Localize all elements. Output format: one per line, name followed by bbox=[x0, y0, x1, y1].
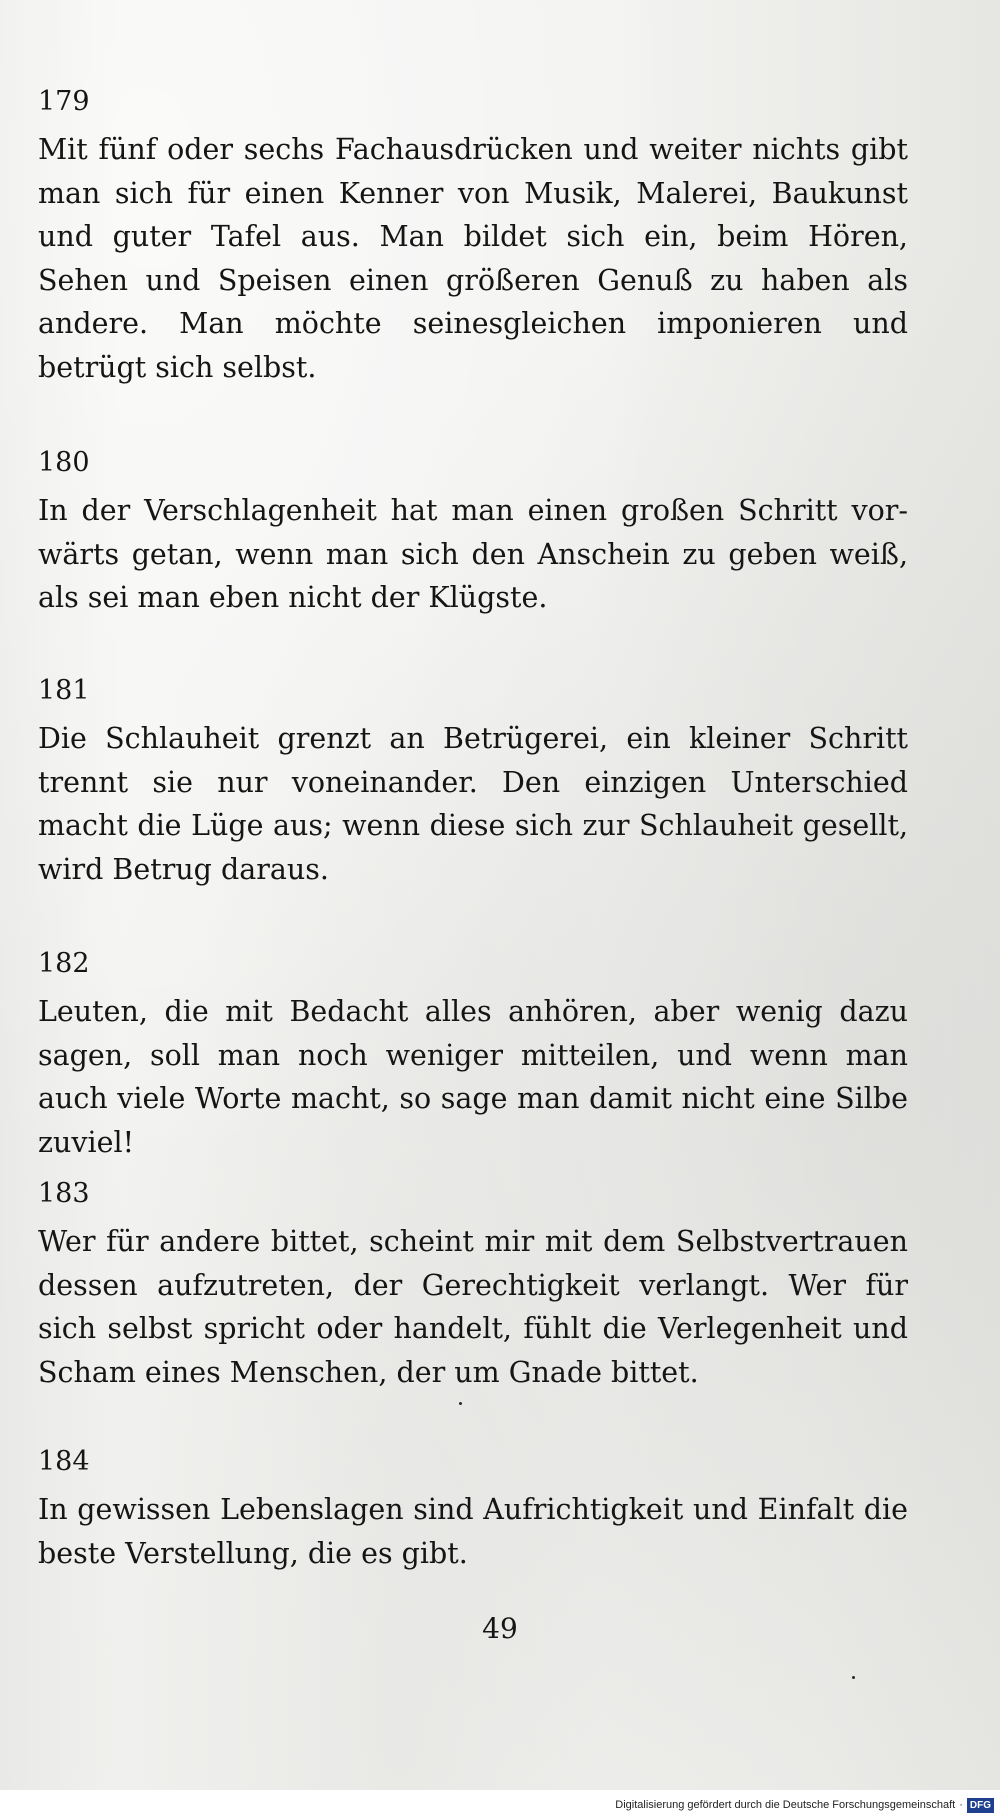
aphorism-182 bbox=[38, 946, 908, 1164]
dust-speck bbox=[852, 1676, 855, 1679]
digitization-footer bbox=[615, 1794, 994, 1816]
aphorism-number: 181 bbox=[38, 675, 90, 706]
aphorism-text: Mit fünf oder sechs Fachausdrücken und weiter nichts gibt man sich für einen Kenner von Musik, Malerei, Baukunst und guter Tafel aus. Man bildet sich ein, beim Hören, Sehen und Speisen einen größeren Genuß zu haben als andere. Man möchte seinesgleichen imponieren und betrügt sich selbst. bbox=[38, 133, 908, 384]
aphorism-184 bbox=[38, 1444, 908, 1575]
footer-separator: · bbox=[959, 1799, 963, 1811]
aphorism-text: In gewissen Lebenslagen sind Aufrichtigkeit und Einfalt die beste Verstellung, die es gibt. bbox=[38, 1493, 908, 1570]
page-number: 49 bbox=[482, 1612, 518, 1645]
aphorism-number: 179 bbox=[38, 86, 90, 117]
aphorism-number: 183 bbox=[38, 1178, 90, 1209]
aphorism-number: 180 bbox=[38, 447, 90, 478]
aphorism-181 bbox=[38, 673, 908, 891]
footer-credit: Digitalisierung gefördert durch die Deutsche Forschungsgemeinschaft bbox=[615, 1799, 956, 1811]
aphorism-183 bbox=[38, 1176, 908, 1394]
aphorism-text: Leuten, die mit Bedacht alles anhören, aber wenig dazu sagen, soll man noch weniger mitteilen, und wenn man auch viele Worte macht, so sage man damit nicht eine Silbe zuviel! bbox=[38, 995, 908, 1159]
dfg-logo-icon: DFG bbox=[967, 1798, 994, 1813]
aphorism-180 bbox=[38, 445, 908, 620]
aphorism-text: Wer für andere bittet, scheint mir mit dem Selbstvertrauen dessen aufzutreten, der Gerechtigkeit verlangt. Wer für sich selbst spricht oder handelt, fühlt die Verlegenheit und Scham eines Menschen, der um Gnade bittet. bbox=[38, 1225, 908, 1389]
aphorism-text: In der Verschlagenheit hat man einen großen Schritt vorwärts getan, wenn man sich den Anschein zu geben weiß, als sei man eben nicht der Klügste. bbox=[38, 494, 908, 614]
aphorism-number: 182 bbox=[38, 948, 90, 979]
dust-speck bbox=[459, 1402, 462, 1405]
aphorism-text: Die Schlauheit grenzt an Betrügerei, ein kleiner Schritt trennt sie nur voneinander. Den einzigen Unterschied macht die Lüge aus; wenn diese sich zur Schlauheit gesellt, wird Betrug daraus. bbox=[38, 722, 908, 886]
aphorism-number: 184 bbox=[38, 1446, 90, 1477]
aphorism-179 bbox=[38, 84, 908, 389]
